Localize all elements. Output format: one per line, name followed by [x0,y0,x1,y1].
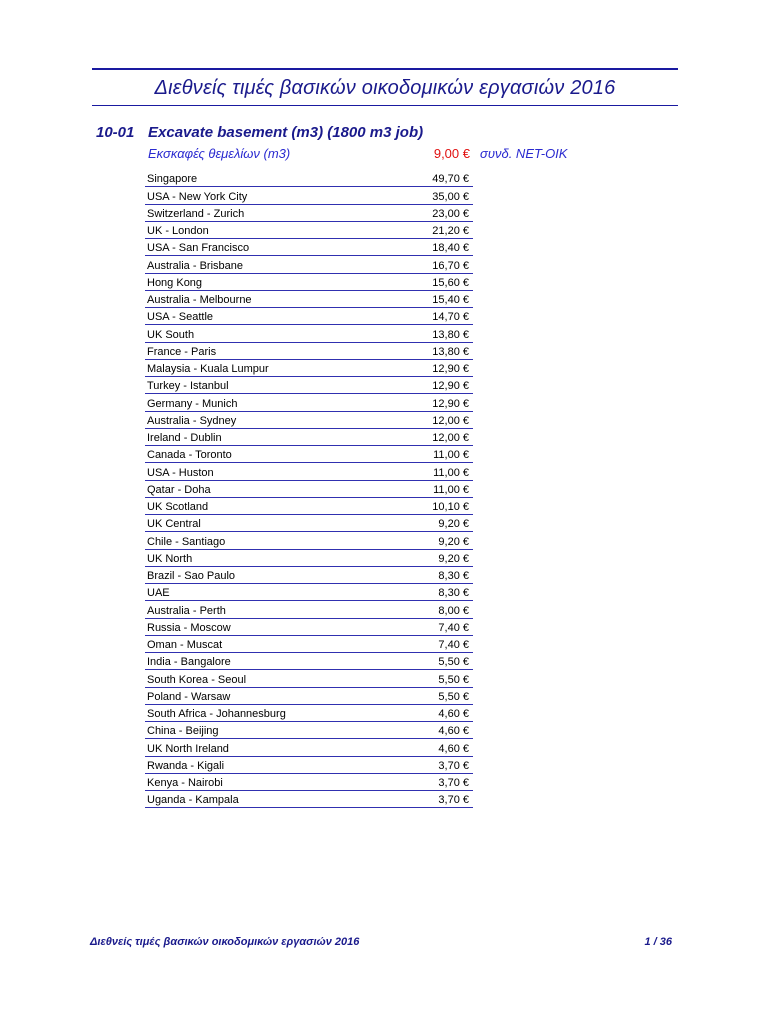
city-name: Oman - Muscat [147,639,223,651]
city-name: USA - San Francisco [147,242,250,255]
city-name: USA - Huston [147,466,214,479]
price-value: 3,70 € [438,759,469,772]
price-value: 4,60 € [438,725,469,738]
table-row [145,239,473,256]
city-name: UK South [147,328,195,341]
price-value: 8,30 € [438,570,469,582]
city-name: China - Beijing [147,725,219,738]
table-row [145,308,473,325]
table-row [145,670,473,687]
table-row [145,601,473,618]
city-name: USA - New York City [147,190,248,203]
table-row [145,584,473,601]
city-name: Ireland - Dublin [147,432,222,444]
city-name: Switzerland - Zurich [147,207,245,220]
table-row [145,550,473,567]
table-row [145,619,473,636]
section-code: 10-01 [96,124,135,141]
table-row [145,343,473,360]
footer-title: Διεθνείς τιμές βασικών οικοδομικών εργασιών 2016 [90,936,360,948]
table-row [145,791,473,808]
price-value: 12,90 € [432,380,469,393]
price-value: 35,00 € [432,190,469,203]
price-value: 15,40 € [432,294,469,306]
city-name: Turkey - Istanbul [147,380,229,393]
page-title-box [92,68,678,106]
city-name: India - Bangalore [147,656,231,669]
table-row [145,274,473,291]
city-name: USA - Seattle [147,311,214,324]
city-name: South Korea - Seoul [147,673,247,686]
city-name: Hong Kong [147,276,203,289]
price-value: 7,40 € [438,621,469,634]
page-number: 1 / 36 [644,936,672,948]
table-row [145,429,473,446]
table-row [145,187,473,204]
section-reference: συνδ. NET-OIK [480,146,568,161]
table-row [145,653,473,670]
table-row [145,377,473,394]
price-table [145,170,473,808]
price-value: 18,40 € [432,242,469,255]
city-name: Australia - Sydney [147,414,237,427]
section-heading [96,124,423,141]
price-value: 4,60 € [438,742,469,755]
city-name: Qatar - Doha [147,483,211,496]
table-row [145,532,473,549]
city-name: Australia - Melbourne [147,294,252,306]
price-value: 8,00 € [438,604,469,617]
table-row [145,256,473,273]
price-value: 9,20 € [438,535,469,548]
city-name: Kenya - Nairobi [147,777,223,789]
table-row [145,205,473,222]
table-row [145,705,473,722]
price-value: 49,70 € [432,173,469,186]
table-row [145,567,473,584]
table-row [145,636,473,653]
price-value: 11,00 € [433,449,469,462]
section-price: 9,00 € [433,146,470,161]
price-value: 11,00 € [433,466,469,479]
table-row [145,739,473,756]
city-name: Russia - Moscow [147,621,231,634]
city-name: France - Paris [147,345,217,358]
city-name: Poland - Warsaw [147,690,231,703]
price-value: 3,70 € [438,777,469,789]
city-name: Chile - Santiago [147,535,226,548]
table-row [145,412,473,429]
table-row [145,481,473,498]
city-name: Singapore [147,173,198,186]
table-row [145,291,473,308]
price-value: 21,20 € [432,225,469,237]
table-row [145,757,473,774]
section-name: Excavate basement (m3) (1800 m3 job) [148,124,424,141]
price-value: 12,90 € [432,363,469,375]
price-value: 5,50 € [438,656,469,669]
table-row [145,722,473,739]
price-value: 7,40 € [438,639,469,651]
price-value: 11,00 € [433,483,469,496]
city-name: Rwanda - Kigali [147,759,225,772]
price-value: 15,60 € [432,276,469,289]
price-value: 5,50 € [438,690,469,703]
city-name: Brazil - Sao Paulo [147,570,236,582]
city-name: UK North [147,552,193,565]
price-value: 14,70 € [432,311,469,324]
price-value: 16,70 € [432,259,469,272]
price-value: 13,80 € [432,345,469,358]
city-name: Australia - Brisbane [147,259,243,272]
table-row [145,498,473,515]
city-name: UAE [147,587,170,600]
price-value: 10,10 € [432,501,469,513]
table-row [145,170,473,187]
table-row [145,463,473,480]
table-row [145,360,473,377]
price-value: 8,30 € [438,587,469,600]
city-name: UK - London [147,225,209,237]
table-row [145,688,473,705]
page-title: Διεθνείς τιμές βασικών οικοδομικών εργασιών 2016 [154,77,616,99]
city-name: UK North Ireland [147,742,229,755]
price-value: 12,00 € [432,432,469,444]
table-row [145,325,473,342]
price-value: 5,50 € [438,673,469,686]
table-row [145,394,473,411]
table-row [145,774,473,791]
price-value: 3,70 € [438,794,469,807]
table-row [145,446,473,463]
price-value: 23,00 € [432,207,469,220]
price-value: 9,20 € [438,518,469,531]
city-name: Uganda - Kampala [147,794,239,807]
section-greek-name: Εκσκαφές θεμελίων (m3) [148,146,291,161]
city-name: Australia - Perth [147,604,226,617]
price-value: 12,00 € [432,414,469,427]
city-name: Germany - Munich [147,397,238,410]
table-row [145,515,473,532]
price-value: 12,90 € [432,397,469,410]
city-name: UK Central [147,518,201,531]
city-name: Malaysia - Kuala Lumpur [147,363,269,375]
city-name: UK Scotland [147,501,209,513]
price-value: 4,60 € [438,708,469,720]
city-name: Canada - Toronto [147,449,232,462]
price-value: 13,80 € [432,328,469,341]
price-value: 9,20 € [438,552,469,565]
city-name: South Africa - Johannesburg [147,708,286,720]
table-row [145,222,473,239]
